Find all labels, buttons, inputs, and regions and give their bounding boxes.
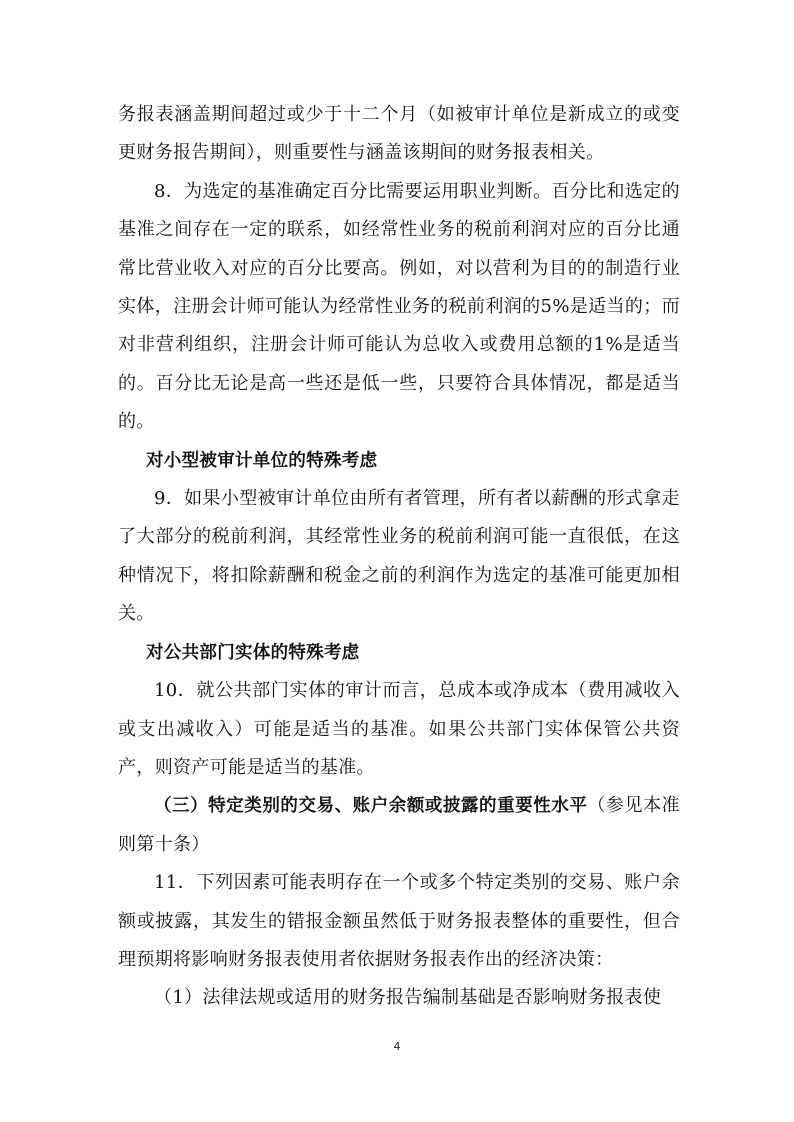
paragraph-8: 8．为选定的基准确定百分比需要运用职业判断。百分比和选定的基准之间存在一定的联系，如经常性业务的税前利润对应的百分比通常比营业收入对应的百分比要高。例如，对以营利为目的的制造行业实体，注册会计师可能认为经常性业务的税前利润的5%是适当的；而对非营利组织，注册会计师可能认为总收入或费用总额的1%是适当的。百分比无论是高一些还是低一些，只要符合具体情况，都是适当的。	[118, 180, 680, 433]
heading-public-sector: 对公共部门实体的特殊考虑	[146, 642, 360, 663]
heading-small-entity: 对小型被审计单位的特殊考虑	[146, 450, 378, 471]
paragraph-11: 11．下列因素可能表明存在一个或多个特定类别的交易、账户余额或披露，其发生的错报金额虽然低于财务报表整体的重要性，但合理预期将影响财务报表使用者依据财务报表作出的经济决策：	[118, 872, 680, 970]
section-heading-3	[118, 787, 680, 864]
paragraph-9: 9．如果小型被审计单位由所有者管理，所有者以薪酬的形式拿走了大部分的税前利润，其经常性业务的税前利润可能一直很低，在这种情况下，将扣除薪酬和税金之前的利润作为选定的基准可能更加相关。	[118, 488, 680, 625]
paragraph-11-item-1: （1）法律法规或适用的财务报告编制基础是否影响财务报表使	[154, 987, 662, 1009]
page-number: 4	[393, 1040, 401, 1053]
section-heading-3-title: （三）特定类别的交易、账户余额或披露的重要性水平	[154, 796, 588, 817]
paragraph-continuation: 务报表涵盖期间超过或少于十二个月（如被审计单位是新成立的或变更财务报告期间），则重要性与涵盖该期间的财务报表相关。	[118, 104, 680, 164]
paragraph-10: 10．就公共部门实体的审计而言，总成本或净成本（费用减收入或支出减收入）可能是适当的基准。如果公共部门实体保管公共资产，则资产可能是适当的基准。	[118, 680, 680, 778]
document-body	[118, 96, 680, 1018]
section-heading-3-reference: （参见本准则第十条）	[118, 795, 681, 855]
